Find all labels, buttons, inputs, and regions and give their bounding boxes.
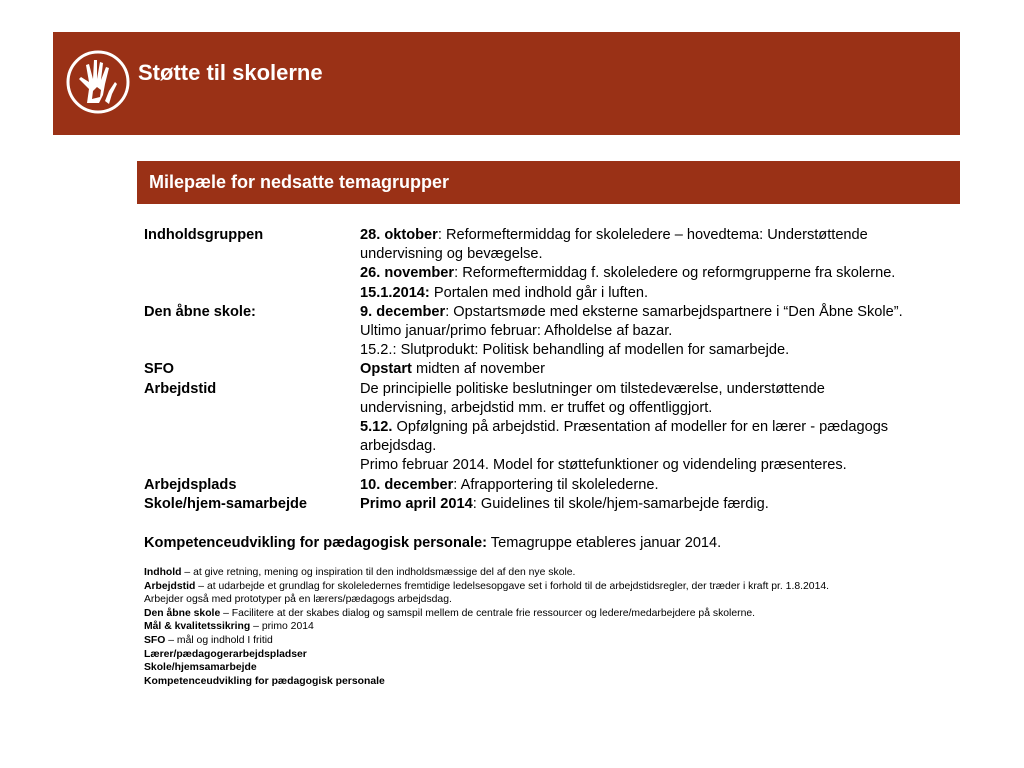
hands-in-circle-icon: [65, 49, 131, 115]
row-label-spacer: [144, 341, 360, 360]
row-line-bold: 15.1.2014:: [360, 284, 430, 301]
row-line-text: Portalen med indhold går i luften.: [429, 284, 649, 301]
row-line: [360, 284, 974, 303]
row-line: [360, 341, 974, 360]
row-line-text: : Reformeftermiddag f. skoleledere og reformgrupperne fra skolerne.: [454, 265, 896, 282]
row-label: Arbejdsplads: [144, 476, 237, 493]
row-line: [360, 418, 974, 437]
note-line: [144, 620, 974, 634]
note-bold: Skole/hjemsamarbejde: [144, 662, 257, 674]
row-line-text: arbejdsdag.: [360, 438, 437, 455]
note-text: – mål og indhold I fritid: [165, 634, 273, 646]
kompetence-text: Temagruppe etableres januar 2014.: [487, 535, 722, 551]
note-bold: Indhold: [144, 567, 182, 578]
row-line-text: : Reformeftermiddag for skoleledere – hovedtema: Understøttende: [437, 227, 868, 243]
row-line-text: : Opstartsmøde med eksterne samarbejdspartnere i “Den Åbne Skole”.: [445, 303, 903, 320]
row-line-text: : Guidelines til skole/hjem-samarbejde færdig.: [472, 495, 769, 512]
row-line-text: De principielle politiske beslutninger om tilstedeværelse, understøttende: [360, 380, 825, 397]
notes-list: [144, 566, 974, 688]
row-label-spacer: [144, 399, 360, 418]
row-line-text: : Afrapportering til skolelederne.: [453, 476, 659, 493]
row-label-spacer: [144, 437, 360, 456]
note-line: [144, 661, 974, 675]
page-title: Støtte til skolerne: [138, 60, 323, 85]
row-line-bold: Opstart: [360, 361, 412, 378]
milestones-table: [144, 226, 974, 514]
row-line-bold: 9. december: [360, 303, 446, 320]
row-label-spacer: [144, 418, 360, 437]
row-line-bold: Primo april 2014: [360, 495, 473, 512]
row-line: [360, 226, 974, 245]
row-label-spacer: [144, 284, 360, 303]
row-line: [360, 245, 974, 264]
row-line: [360, 437, 974, 456]
row-line: [360, 360, 974, 379]
row-line: [360, 322, 974, 341]
row-line: [360, 264, 974, 283]
row-line-bold: 10. december: [360, 476, 454, 493]
section-title: Milepæle for nedsatte temagrupper: [149, 172, 450, 192]
row-line: [360, 456, 974, 475]
row-line-bold: 26. november: [360, 265, 455, 282]
note-line: [144, 675, 974, 689]
note-line: [144, 607, 974, 621]
row-label: Arbejdstid: [144, 380, 217, 397]
row-line-bold: 5.12.: [360, 419, 393, 436]
row-label: Indholdsgruppen: [144, 227, 264, 243]
note-text: Arbejder også med prototyper på en lærers/pædagogs arbejdsdag.: [144, 594, 452, 606]
kompetence-label: Kompetenceudvikling for pædagogisk personale:: [144, 535, 488, 551]
note-text: – Facilitere at der skabes dialog og samspil mellem de centrale frie ressourcer og ledere/medarbejdere på skolerne.: [220, 607, 756, 619]
note-text: – at give retning, mening og inspiration til den indholdsmæssige del af den nye skole.: [181, 567, 576, 578]
row-line: [360, 495, 974, 514]
header-bar: [53, 32, 960, 135]
kompetence-line: [144, 534, 721, 553]
note-bold: Mål & kvalitetssikring: [144, 621, 251, 633]
note-text: – at udarbejde et grundlag for skoleledernes fremtidige ledelsesopgave set i forhold til de arbejdstidsregler, der træder i kraft pr. 1.8.2014.: [195, 580, 830, 592]
row-line-text: midten af november: [411, 361, 545, 378]
note-line: [144, 566, 974, 580]
note-bold: SFO: [144, 634, 166, 646]
row-line: [360, 476, 974, 495]
note-bold: Lærer/pædagogerarbejdspladser: [144, 648, 307, 660]
note-text: – primo 2014: [250, 621, 314, 633]
note-bold: Den åbne skole: [144, 607, 221, 619]
note-line: [144, 593, 974, 607]
row-label-spacer: [144, 264, 360, 283]
note-line: [144, 648, 974, 662]
row-label-spacer: [144, 456, 360, 475]
note-bold: Kompetenceudvikling for pædagogisk personale: [144, 675, 385, 687]
row-line-text: undervisning, arbejdstid mm. er truffet og offentliggjort.: [360, 399, 713, 416]
row-line: [360, 399, 974, 418]
row-line-text: Primo februar 2014. Model for støttefunktioner og videndeling præsenteres.: [360, 457, 847, 474]
row-label: Skole/hjem-samarbejde: [144, 495, 308, 512]
note-line: [144, 634, 974, 648]
row-label-spacer: [144, 245, 360, 264]
row-line-bold: 28. oktober: [360, 227, 438, 243]
row-label-spacer: [144, 322, 360, 341]
note-bold: Arbejdstid: [144, 580, 196, 592]
row-line-text: 15.2.: Slutprodukt: Politisk behandling af modellen for samarbejde.: [360, 342, 790, 359]
row-line: [360, 303, 974, 322]
note-line: [144, 580, 974, 594]
row-label: Den åbne skole:: [144, 303, 256, 320]
row-line-text: undervisning og bevægelse.: [360, 246, 543, 263]
row-line-text: Opfølgning på arbejdstid. Præsentation af modeller for en lærer - pædagogs: [392, 419, 889, 436]
row-line-text: Ultimo januar/primo februar: Afholdelse af bazar.: [360, 323, 673, 340]
row-label: SFO: [144, 361, 174, 378]
row-line: [360, 380, 974, 399]
section-banner: [137, 161, 960, 204]
